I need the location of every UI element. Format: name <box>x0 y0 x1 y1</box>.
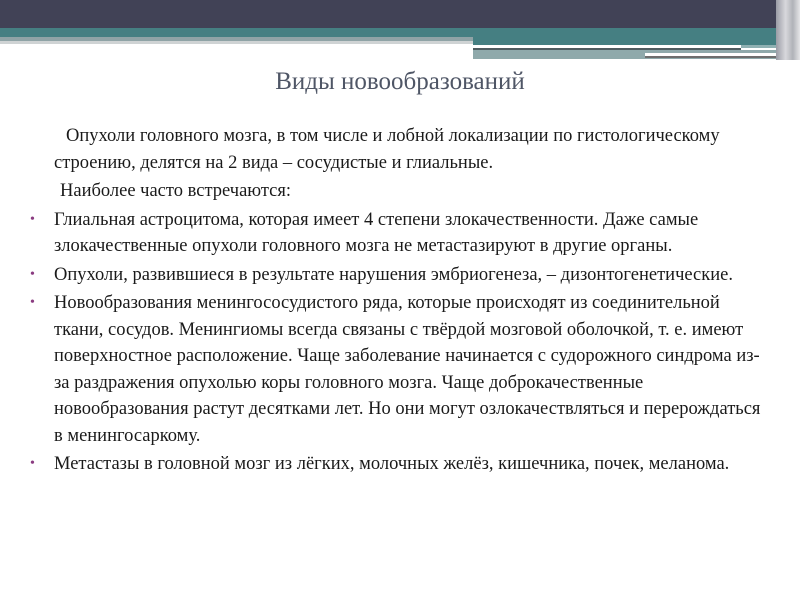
list-item-text: Опухоли, развившиеся в результате нарушения эмбриогенеза, – дизонтогенетические. <box>54 264 733 285</box>
list-item <box>30 290 770 449</box>
list-item-text: Новообразования менингососудистого ряда, которые происходят из соединительной ткани, сосудов. Менингиомы всегда связаны с твёрдой мозговой оболочкой, т. е. имеют поверхностное расположение. Чаще заболевание начинается с судорожного синдрома из-за раздражения опухолью коры головного мозга. Чаще доброкачественные новообразования растут десятками лет. Но они могут озлокачествляться и перерождаться в менингосаркому. <box>54 293 761 446</box>
header-band-dark <box>0 0 800 28</box>
list-item <box>30 262 770 289</box>
list-item <box>30 451 770 478</box>
slide-body <box>30 123 770 480</box>
bullet-icon: • <box>30 295 35 310</box>
intro-paragraph: Опухоли головного мозга, в том числе и лобной локализации по гистологическому строению, делятся на 2 вида – сосудистые и глиальные. <box>54 126 720 173</box>
header-rule-light <box>0 41 473 44</box>
list-item-text: Метастазы в головной мозг из лёгких, молочных желёз, кишечника, почек, меланома. <box>54 454 730 474</box>
list-item <box>30 207 770 260</box>
header-band-teal-right <box>473 37 782 45</box>
lead-paragraph: Наиболее часто встречаются: <box>60 181 292 201</box>
slide-title: Виды новообразований <box>275 68 525 95</box>
header-edge <box>776 0 800 60</box>
header-band-teal <box>0 28 782 37</box>
bullet-icon: • <box>30 456 35 471</box>
bullet-icon: • <box>30 211 35 227</box>
bullet-icon: • <box>30 266 35 282</box>
header-stripe-2-shadow <box>645 56 776 58</box>
list-item-text: Глиальная астроцитома, которая имеет 4 степени злокачественности. Даже самые злокачественные опухоли головного мозга не метастазируют в другие органы. <box>54 209 699 256</box>
